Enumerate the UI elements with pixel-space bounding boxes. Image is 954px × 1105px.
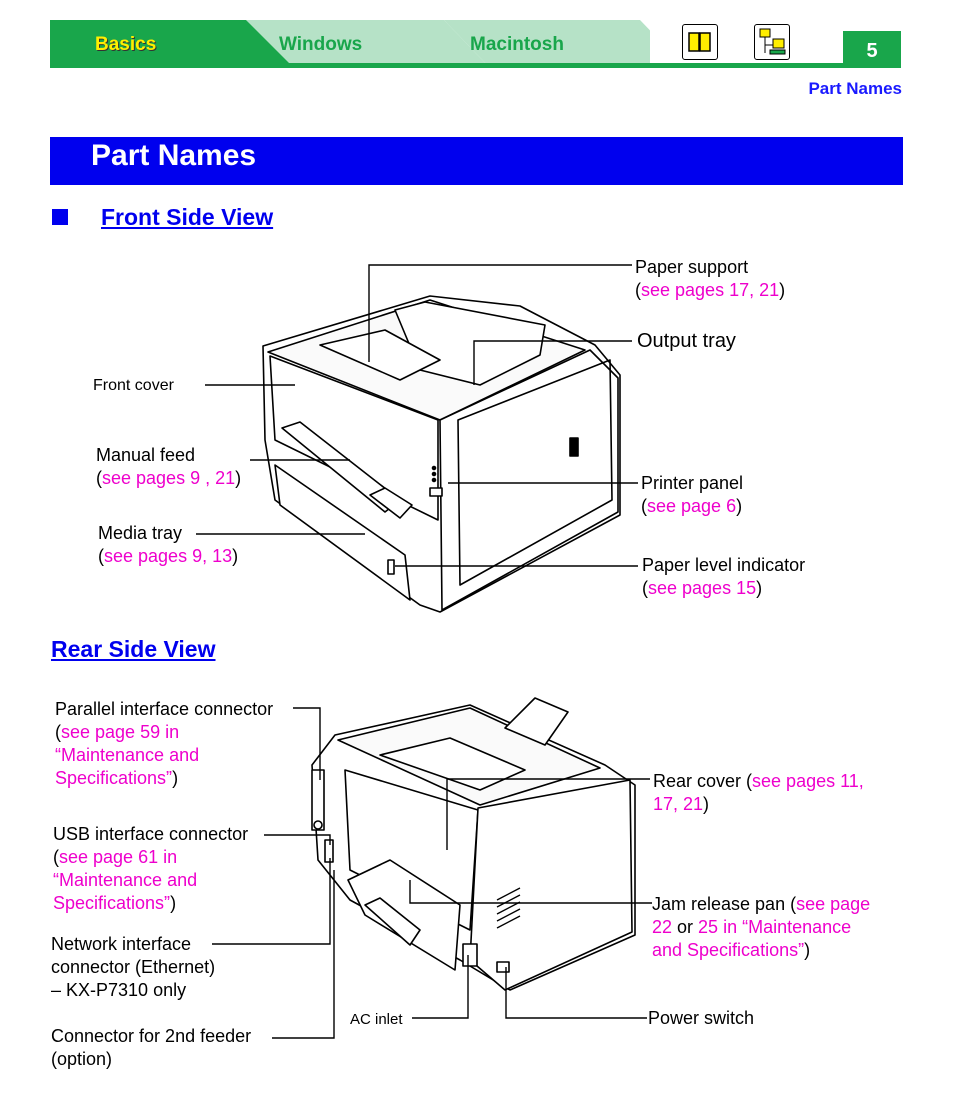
- link-jam-release-2[interactable]: 22: [652, 917, 673, 937]
- tab-macintosh[interactable]: Macintosh: [470, 34, 564, 55]
- link-usb-3[interactable]: Specifications”: [53, 893, 171, 913]
- label-network-2: connector (Ethernet): [51, 957, 216, 977]
- link-printer-panel[interactable]: see page 6: [647, 496, 737, 516]
- link-paper-level[interactable]: see pages 15: [648, 578, 757, 598]
- label-paper-support: Paper support (see pages 17, 21): [635, 257, 786, 300]
- link-parallel-2[interactable]: “Maintenance and: [55, 745, 200, 765]
- label-jam-release: Jam release pan (see page 22 or 25 in “Maintenance and Specifications”): [652, 894, 871, 960]
- label-parallel-text: Parallel interface connector: [55, 699, 274, 719]
- label-rear-cover: Rear cover (see pages 11, 17, 21): [653, 771, 864, 814]
- link-usb-1[interactable]: see page 61 in: [59, 847, 178, 867]
- label-media-tray-text: Media tray: [98, 523, 183, 543]
- label-second-feeder-1: Connector for 2nd feeder: [51, 1026, 252, 1046]
- link-parallel-3[interactable]: Specifications”: [55, 768, 173, 788]
- breadcrumb[interactable]: Part Names: [808, 79, 902, 98]
- label-usb: USB interface connector (see page 61 in “Maintenance and Specifications”): [53, 824, 249, 913]
- label-printer-panel-text: Printer panel: [641, 473, 744, 493]
- label-front-cover: Front cover: [93, 377, 174, 394]
- label-paper-support-text: Paper support: [635, 257, 749, 277]
- rear-heading[interactable]: Rear Side View: [51, 636, 216, 662]
- link-jam-release-3[interactable]: 25 in “Maintenance: [698, 917, 852, 937]
- label-printer-panel: Printer panel (see page 6): [641, 473, 744, 516]
- link-paper-support[interactable]: see pages 17, 21: [641, 280, 780, 300]
- label-jam-release-text: Jam release pan (: [652, 894, 797, 914]
- link-jam-release-1[interactable]: see page: [796, 894, 871, 914]
- label-network-1: Network interface: [51, 934, 192, 954]
- label-output-tray: Output tray: [637, 330, 736, 352]
- link-rear-cover-1[interactable]: see pages 11,: [752, 771, 864, 791]
- label-network-3: – KX-P7310 only: [51, 980, 187, 1000]
- page-number: 5: [843, 31, 901, 68]
- label-parallel: Parallel interface connector (see page 59 in “Maintenance and Specifications”): [55, 699, 274, 788]
- link-manual-feed[interactable]: see pages 9 , 21: [102, 468, 236, 488]
- link-parallel-1[interactable]: see page 59 in: [61, 722, 180, 742]
- label-manual-feed: Manual feed (see pages 9 , 21): [96, 445, 242, 488]
- label-paper-level: Paper level indicator (see pages 15): [642, 555, 806, 598]
- tab-basics[interactable]: Basics: [95, 34, 157, 55]
- label-media-tray: Media tray (see pages 9, 13): [98, 523, 239, 566]
- label-ac-inlet: AC inlet: [350, 1011, 403, 1028]
- page-title: Part Names: [91, 139, 257, 172]
- label-rear-cover-text: Rear cover (: [653, 771, 753, 791]
- label-paper-level-text: Paper level indicator: [642, 555, 806, 575]
- link-rear-cover-2[interactable]: 17, 21: [653, 794, 704, 814]
- link-jam-release-4[interactable]: and Specifications”: [652, 940, 805, 960]
- label-jam-release-or: or: [672, 917, 699, 937]
- label-manual-feed-text: Manual feed: [96, 445, 196, 465]
- label-network: [51, 933, 215, 1002]
- label-second-feeder: [51, 1025, 251, 1071]
- label-usb-text: USB interface connector: [53, 824, 249, 844]
- link-media-tray[interactable]: see pages 9, 13: [104, 546, 233, 566]
- link-usb-2[interactable]: “Maintenance and: [53, 870, 198, 890]
- label-second-feeder-2: (option): [51, 1049, 113, 1069]
- label-power-switch: Power switch: [648, 1008, 755, 1028]
- tab-windows[interactable]: Windows: [279, 34, 363, 55]
- front-heading[interactable]: Front Side View: [101, 204, 274, 230]
